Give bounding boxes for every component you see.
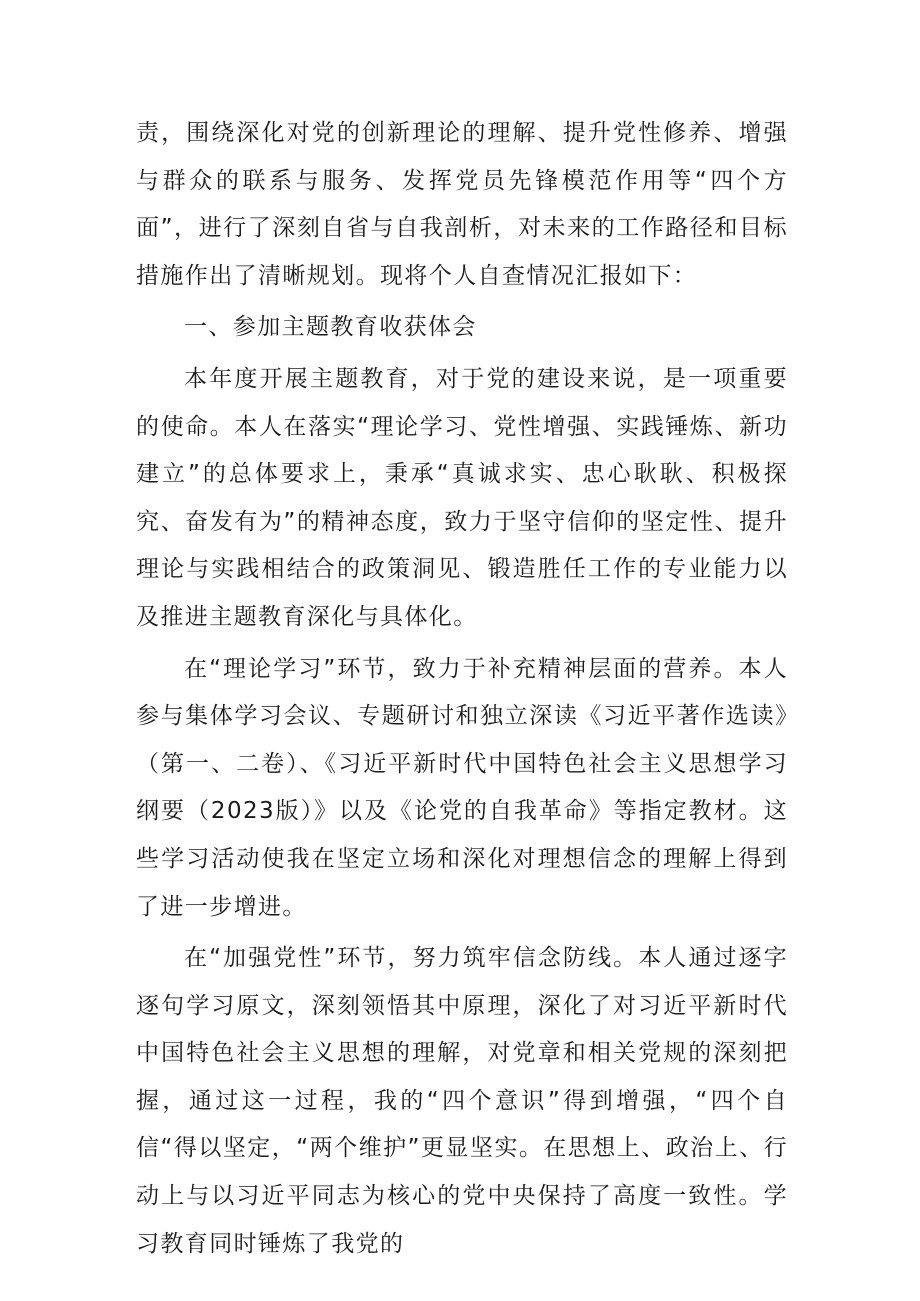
document-body	[136, 110, 788, 1268]
paragraph: 在“理论学习”环节，致力于补充精神层面的营养。本人参与集体学习会议、专题研讨和独立深读《习近平著作选读》（第一、二卷）、《习近平新时代中国特色社会主义思想学习纲要（2023版）》以及《论党的自我革命》等指定教材。这些学习活动使我在坚定立场和深化对理想信念的理解上得到了进一步增进。	[136, 655, 788, 920]
paragraph: 本年度开展主题教育，对于党的建设来说，是一项重要的使命。本人在落实“理论学习、党性增强、实践锤炼、新功建立”的总体要求上，秉承“真诚求实、忠心耿耿、积极探究、奋发有为”的精神态度，致力于坚守信仰的坚定性、提升理论与实践相结合的政策洞见、锻造胜任工作的专业能力以及推进主题教育深化与具体化。	[136, 365, 788, 630]
paragraph-continuation: 责，围绕深化对党的创新理论的理解、提升党性修养、增强与群众的联系与服务、发挥党员先锋模范作用等“四个方面”，进行了深刻自省与自我剖析，对未来的工作路径和目标措施作出了清晰规划。现将个人自查情况汇报如下：	[136, 120, 788, 289]
section-heading: 一、参加主题教育收获体会	[184, 314, 477, 341]
paragraph: 在“加强党性”环节，努力筑牢信念防线。本人通过逐字逐句学习原文，深刻领悟其中原理，深化了对习近平新时代中国特色社会主义思想的理解，对党章和相关党规的深刻把握，通过这一过程，我的“四个意识”得到增强，“四个自信“得以坚定，“两个维护”更显坚实。在思想上、政治上、行动上与以习近平同志为核心的党中央保持了高度一致性。学习教育同时锤炼了我党的	[136, 945, 788, 1257]
